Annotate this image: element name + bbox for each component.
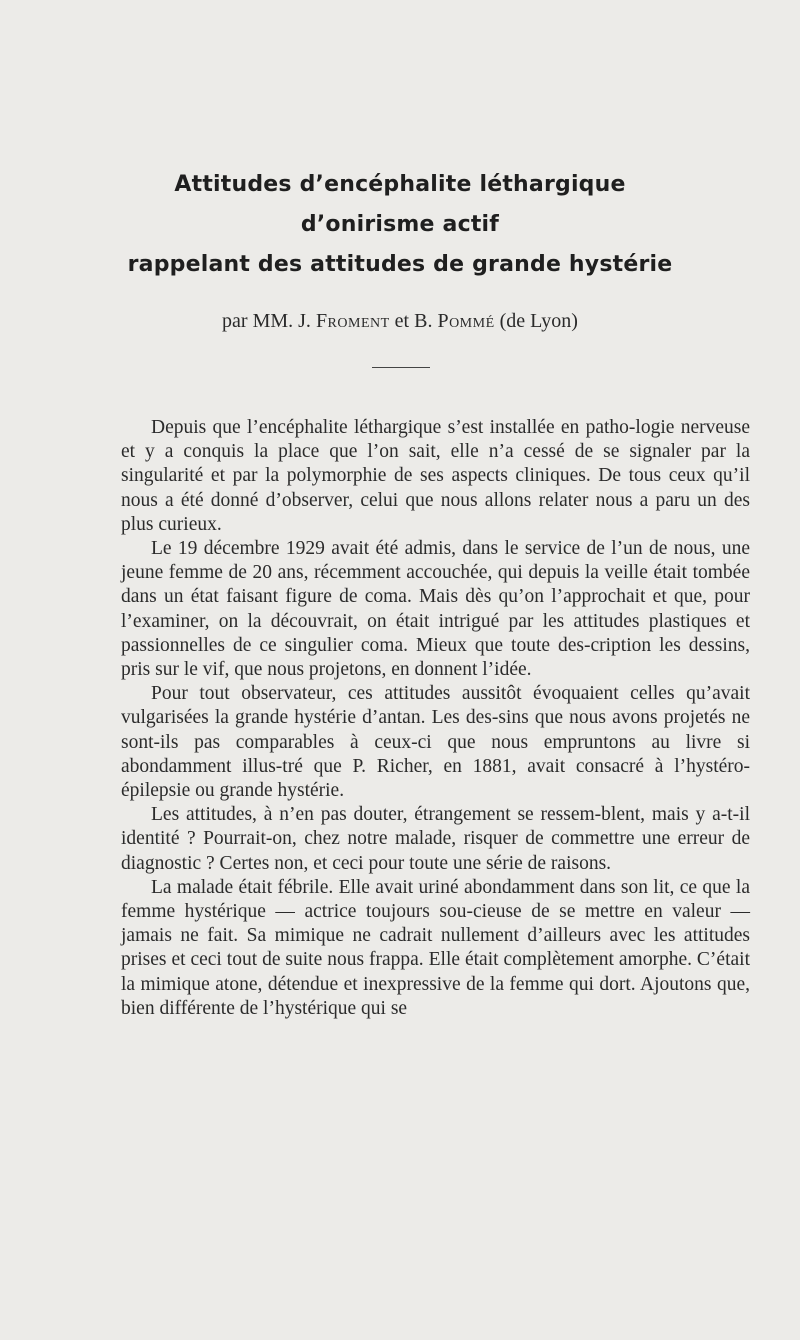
byline-prefix: par MM. J. xyxy=(222,310,311,332)
separator-rule xyxy=(372,367,430,368)
byline-middle: et B. xyxy=(394,310,433,332)
author-froment: Froment xyxy=(315,310,390,332)
article-body xyxy=(121,416,750,1021)
byline xyxy=(100,310,700,333)
byline-affiliation: (de Lyon) xyxy=(499,310,578,332)
author-pomme: Pommé xyxy=(437,310,495,332)
paragraph: Depuis que l’encéphalite léthargique s’est installée en patho-logie nerveuse et y a conquis la place que l’on sait, elle n’a cessé de se signaler par la singularité et par la polymorphie de ses aspects cliniques. De tous ceux qu’il nous a été donné d’observer, celui que nous allons relater nous a paru un des plus curieux. xyxy=(121,417,750,535)
paragraph: La malade était fébrile. Elle avait uriné abondamment dans son lit, ce que la femme hystérique — actrice toujours sou-cieuse de se mettre en valeur — jamais ne fait. Sa mimique ne cadrait nullement d’ailleurs avec les attitudes prises et ceci tout de suite nous frappa. Elle était complètement amorphe. C’était la mimique atone, détendue et inexpressive de la femme qui dort. Ajoutons que, bien différente de l’hystérique qui se xyxy=(121,876,750,1019)
article-title-line-3: rappelant des attitudes de grande hystérie xyxy=(127,252,673,277)
paragraph: Les attitudes, à n’en pas douter, étrangement se ressem-blent, mais y a-t-il identité ? Pourrait-on, chez notre malade, risquer de commettre une erreur de diagnostic ? Certes non, et ceci pour toute une série de raisons. xyxy=(121,804,750,874)
paragraph: Le 19 décembre 1929 avait été admis, dans le service de l’un de nous, une jeune femme de 20 ans, récemment accouchée, qui depuis la veille était tombée dans un état faisant figure de coma. Mais dès qu’on l’approchait et que, pour l’examiner, on la découvrait, on était intrigué par les attitudes plastiques et passionnelles de ce singulier coma. Mieux que toute des-cription les dessins, pris sur le vif, que nous projetons, en donnent l’idée. xyxy=(121,538,750,681)
article-title-line-1: Attitudes d’encéphalite léthargique xyxy=(174,172,626,197)
article-title-line-2: d’onirisme actif xyxy=(300,212,500,237)
paragraph: Pour tout observateur, ces attitudes aussitôt évoquaient celles qu’avait vulgarisées la grande hystérie d’antan. Les des-sins que nous avons projetés ne sont-ils pas comparables à ceux-ci que nous empruntons au livre si abondamment illus-tré que P. Richer, en 1881, avait consacré à l’hystéro-épilepsie ou grande hystérie. xyxy=(121,683,750,802)
